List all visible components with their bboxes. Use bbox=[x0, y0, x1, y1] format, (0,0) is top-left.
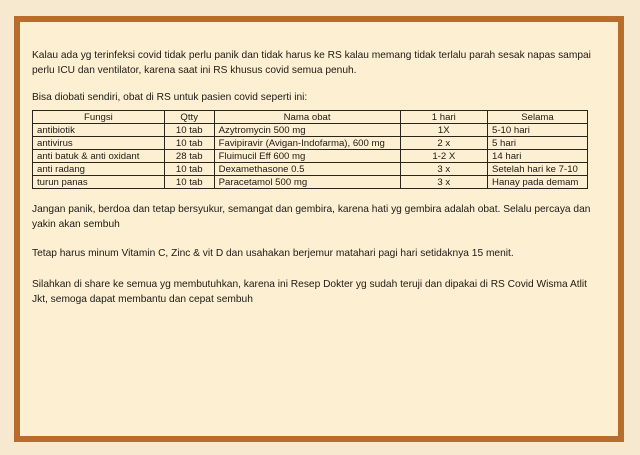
cell-selama: Setelah hari ke 7-10 bbox=[488, 163, 588, 176]
table-header-row bbox=[33, 111, 588, 124]
cell-qtty: 10 tab bbox=[164, 137, 214, 150]
header-fungsi: Fungsi bbox=[33, 111, 165, 124]
table-row bbox=[33, 124, 588, 137]
intro-paragraph: Kalau ada yg terinfeksi covid tidak perlu panik dan tidak harus ke RS kalau memang tidak terlalu parah sesak napas sampai perlu ICU dan ventilator, karena saat ini RS khusus covid semua penuh. bbox=[32, 50, 591, 76]
cell-nama-obat: Fluimucil Eff 600 mg bbox=[214, 150, 400, 163]
table-row bbox=[33, 176, 588, 189]
header-qtty: Qtty bbox=[164, 111, 214, 124]
cell-qtty: 10 tab bbox=[164, 124, 214, 137]
table-row bbox=[33, 163, 588, 176]
cell-1-hari: 1X bbox=[400, 124, 487, 137]
cell-fungsi: turun panas bbox=[33, 176, 165, 189]
share-paragraph: Silahkan di share ke semua yg membutuhkan, karena ini Resep Dokter yg sudah teruji dan dipakai di RS Covid Wisma Atlit Jkt, semoga dapat membantu dan cepat sembuh bbox=[32, 279, 587, 305]
calm-paragraph: Jangan panik, berdoa dan tetap bersyukur, semangat dan gembira, karena hati yg gembira adalah obat. Selalu percaya dan yakin akan sembuh bbox=[32, 204, 591, 230]
cell-selama: Hanay pada demam bbox=[488, 176, 588, 189]
table-row bbox=[33, 150, 588, 163]
cell-nama-obat: Dexamethasone 0.5 bbox=[214, 163, 400, 176]
header-nama-obat: Nama obat bbox=[214, 111, 400, 124]
header-selama: Selama bbox=[488, 111, 588, 124]
cell-fungsi: anti radang bbox=[33, 163, 165, 176]
cell-nama-obat: Favipiravir (Avigan-Indofarma), 600 mg bbox=[214, 137, 400, 150]
cell-1-hari: 3 x bbox=[400, 176, 487, 189]
cell-fungsi: antivirus bbox=[33, 137, 165, 150]
cell-nama-obat: Paracetamol 500 mg bbox=[214, 176, 400, 189]
cell-1-hari: 1-2 X bbox=[400, 150, 487, 163]
vitamins-paragraph: Tetap harus minum Vitamin C, Zinc & vit D dan usahakan berjemur matahari pagi hari setidaknya 15 menit. bbox=[32, 248, 514, 259]
cell-selama: 5 hari bbox=[488, 137, 588, 150]
document-content bbox=[32, 48, 592, 307]
lead-paragraph: Bisa diobati sendiri, obat di RS untuk pasien covid seperti ini: bbox=[32, 92, 308, 103]
cell-fungsi: antibiotik bbox=[33, 124, 165, 137]
cell-qtty: 10 tab bbox=[164, 176, 214, 189]
cell-selama: 14 hari bbox=[488, 150, 588, 163]
cell-1-hari: 3 x bbox=[400, 163, 487, 176]
table-row bbox=[33, 137, 588, 150]
cell-fungsi: anti batuk & anti oxidant bbox=[33, 150, 165, 163]
header-1-hari: 1 hari bbox=[400, 111, 487, 124]
cell-qtty: 10 tab bbox=[164, 163, 214, 176]
cell-1-hari: 2 x bbox=[400, 137, 487, 150]
cell-qtty: 28 tab bbox=[164, 150, 214, 163]
cell-selama: 5-10 hari bbox=[488, 124, 588, 137]
cell-nama-obat: Azytromycin 500 mg bbox=[214, 124, 400, 137]
medication-table bbox=[32, 110, 588, 189]
